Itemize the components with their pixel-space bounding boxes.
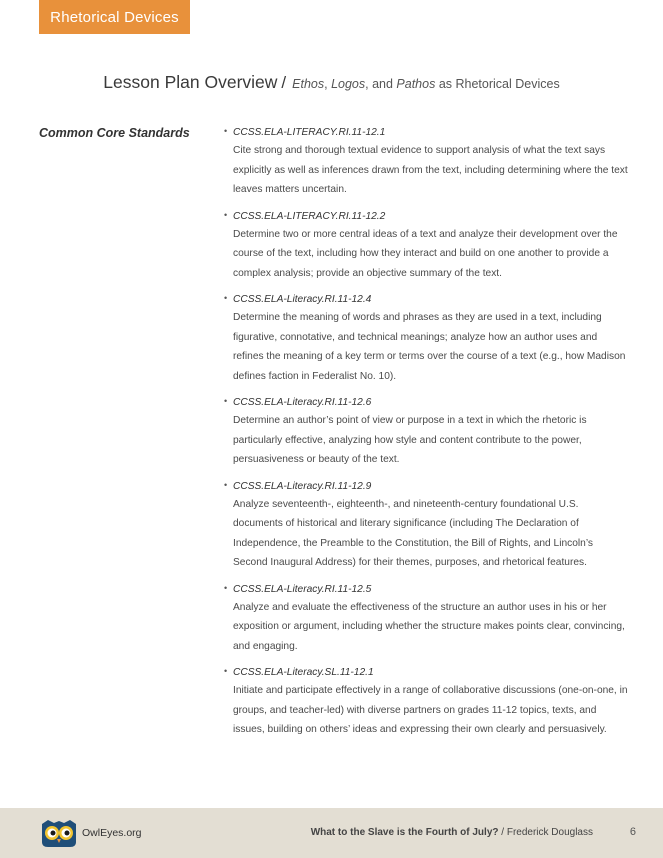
standard-code: CCSS.ELA-Literacy.RI.11-12.5: [233, 583, 372, 595]
bullet-icon: •: [224, 582, 228, 593]
bullet-icon: •: [224, 479, 228, 490]
page-number: 6: [629, 826, 636, 838]
standard-code: CCSS.ELA-Literacy.RI.11-12.9: [233, 480, 372, 492]
standard-item: [224, 124, 628, 200]
subtitle-comma: ,: [324, 77, 332, 91]
bullet-icon: •: [224, 396, 228, 406]
standard-code: CCSS.ELA-Literacy.SL.11-12.1: [233, 667, 374, 678]
standard-code: CCSS.ELA-Literacy.RI.11-12.4: [233, 294, 372, 305]
section-tab: [39, 0, 190, 34]
bullet-icon: •: [224, 666, 228, 676]
standard-code: CCSS.ELA-LITERACY.RI.11-12.2: [233, 210, 386, 222]
standard-description: Cite strong and thorough textual evidence to support analysis of what the text says explicitly as well as inferences drawn from the text, including determining where the text leaves matters uncertain.: [233, 145, 628, 195]
standard-description: Analyze and evaluate the effectiveness of the structure an author uses in his or her exposition or argument, including whether the structure makes points clear, convincing, and engaging.: [233, 601, 625, 652]
section-tab-label: Rhetorical Devices: [50, 8, 179, 26]
standard-description: Initiate and participate effectively in a range of collaborative discussions (one-on-one, in groups, and teacher-led) with diverse partners on grades 11-12 topics, texts, and issues, building on others’ ideas and expressing their own clearly and persuasively.: [233, 685, 628, 735]
standard-item: [224, 664, 628, 740]
section-heading: Common Core Standards: [39, 126, 190, 140]
standard-item: [224, 581, 628, 657]
standard-code: CCSS.ELA-LITERACY.RI.11-12.1: [233, 127, 386, 138]
footer-book-title: What to the Slave is the Fourth of July?: [310, 827, 499, 838]
standard-description: Determine the meaning of words and phrases as they are used in a text, including figurative, connotative, and technical meanings; analyze how an author uses and refines the meaning of a key term or terms over the course of a text (e.g., how Madison defines faction in Federalist No. 10).: [233, 312, 626, 382]
bullet-icon: •: [224, 126, 228, 136]
page-title-main: Lesson Plan Overview: [103, 72, 278, 92]
bullet-icon: •: [224, 293, 228, 303]
subtitle-logos: Logos: [331, 77, 366, 91]
subtitle-and: , and: [365, 77, 397, 91]
footer-author: Frederick Douglass: [506, 827, 593, 838]
owl-logo-icon: [40, 818, 78, 848]
standard-item: [224, 394, 628, 470]
footer-book-info: [311, 827, 593, 838]
bullet-icon: •: [224, 209, 228, 220]
standards-list: [224, 124, 628, 748]
subtitle-rest: as Rhetorical Devices: [435, 77, 560, 91]
subtitle-ethos: Ethos: [292, 77, 325, 91]
page-subtitle: [292, 77, 560, 91]
title-separator: /: [281, 73, 287, 92]
standard-description: Determine an author’s point of view or purpose in a text in which the rhetoric is particularly effective, analyzing how style and content contribute to the power, persuasiveness or beauty of the text.: [233, 415, 587, 465]
standard-description: Analyze seventeenth-, eighteenth-, and nineteenth-century foundational U.S. documents of historical and literary significance (including The Declaration of Independence, the Preamble to the Constitution, the Bill of Rights, and Lincoln’s Second Inaugural Address) for their themes, purposes, and rhetorical features.: [233, 498, 593, 568]
standard-description: Determine two or more central ideas of a text and analyze their development over the course of the text, including how they interact and build on one another to provide a complex analysis; provide an objective summary of the text.: [233, 228, 618, 279]
footer-separator: /: [498, 827, 507, 838]
brand-name: OwlEyes.org: [82, 827, 142, 839]
standard-item: [224, 208, 628, 284]
page-footer: [0, 808, 663, 858]
standard-item: [224, 478, 628, 573]
standard-code: CCSS.ELA-Literacy.RI.11-12.6: [233, 397, 372, 408]
standard-item: [224, 291, 628, 386]
subtitle-pathos: Pathos: [396, 77, 436, 91]
page-title: [0, 72, 663, 93]
